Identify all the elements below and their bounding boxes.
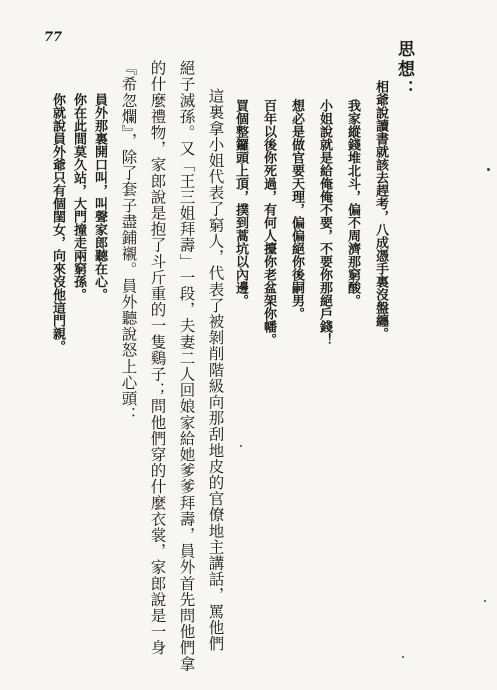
prose-line-4: 『希忽爛』，除了套子盡鋪襯。員外聽說怒上心頭： [119, 60, 138, 423]
scan-speck [487, 168, 490, 171]
verse-line-1: 相爺說讀書就該去趕考，八成憑手裏沒盤纏。 [373, 80, 388, 340]
scan-speck [484, 600, 486, 602]
verse-line-4: 想必是做官要天理，偏偏絕你後嗣男。 [289, 99, 304, 320]
speech-line-1: 員外那裏開口叫，叫聲家郎聽在心。 [92, 93, 107, 301]
scan-speck [402, 656, 404, 658]
speech-line-3: 你就說員外爺只有個閨女，向來沒他這門親。 [50, 93, 65, 353]
verse-line-5: 百年以後你死過，有何人擡你老盆架你幡。 [261, 99, 276, 346]
verse-line-3: 小姐說就是給俺俺不要，不要你那絕戶錢！ [317, 99, 332, 346]
page-number: 77 [44, 30, 63, 45]
section-heading: 思想： [394, 40, 414, 100]
verse-line-2: 我家縱錢堆北斗，偏不周濟那窮酸。 [345, 99, 360, 307]
prose-line-2: 絕子滅孫。又「王三姐拜壽」一段，夫妻二人回娘家給她爹爹拜壽，員外首先問他們拿 [177, 60, 196, 672]
speech-line-2: 你在此間莫久站，大門撞走兩窮孫。 [71, 93, 86, 301]
prose-line-3: 的什麼禮物，家郎說是抱了斗斤重的一隻鷄子；問他們穿的什麼衣裳，家郎說是一身 [148, 60, 167, 656]
scan-speck [240, 445, 242, 447]
verse-line-6: 買個整鑼頭上頂，撲到蒿坑以內邊。 [233, 99, 248, 307]
prose-line-1: 這裏拿小姐代表了窮人，代表了被剝削階級向那刮地皮的官僚地主講話，罵他們 [206, 88, 225, 652]
